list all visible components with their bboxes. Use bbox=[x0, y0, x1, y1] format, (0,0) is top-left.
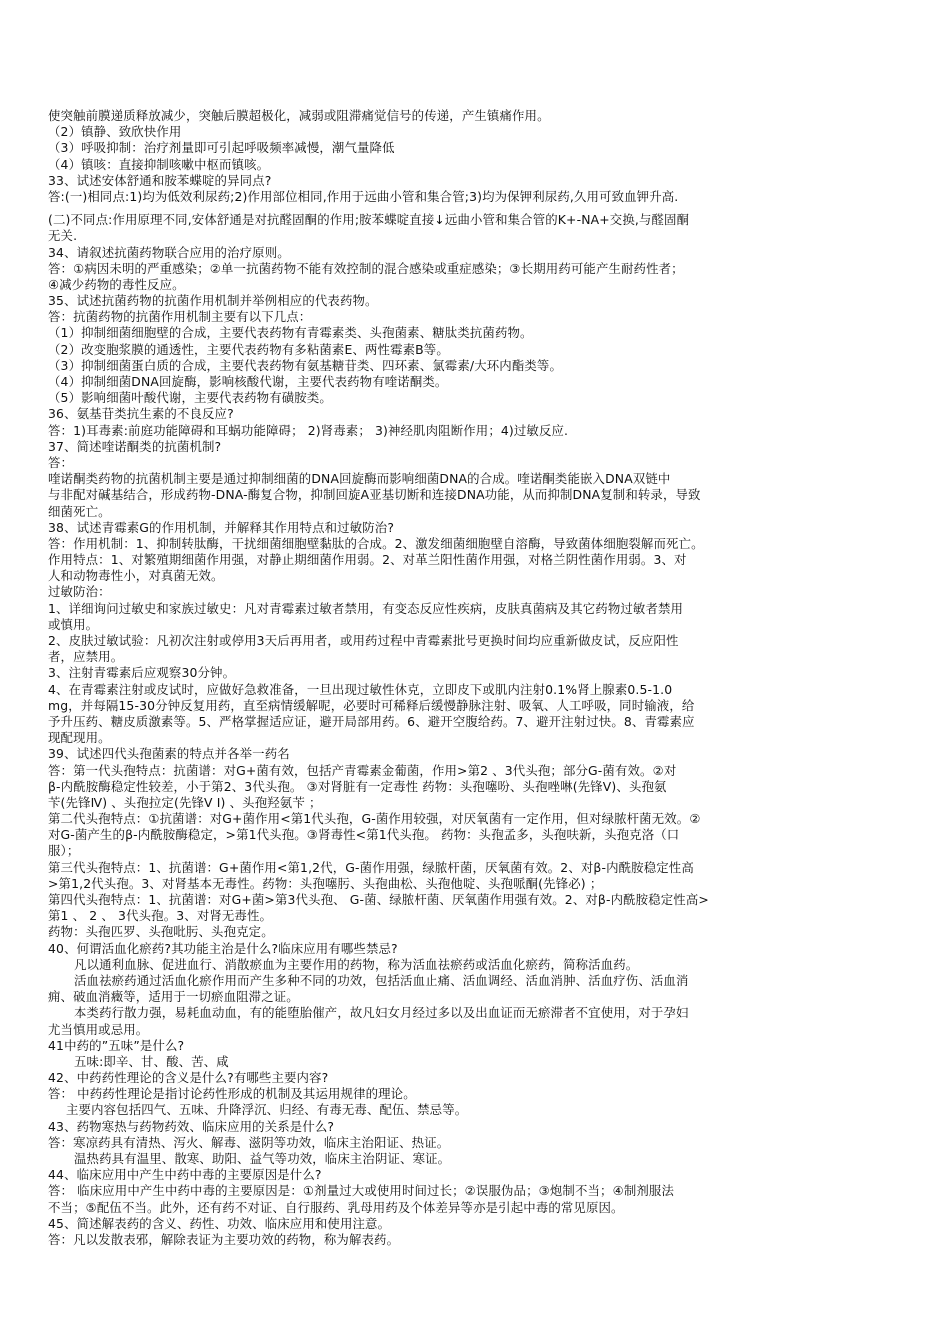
question-42-heading: 42、中药药性理论的含义是什么?有哪些主要内容? bbox=[48, 1070, 329, 1086]
question-40-heading: 40、何谓活血化瘀药?其功能主治是什么?临床应用有哪些禁忌? bbox=[48, 940, 398, 956]
question-33-heading: 33、试述安体舒通和胺苯蝶啶的异同点? bbox=[48, 172, 272, 188]
text-line: β-内酰胺酶稳定性较差，小于第2、3代头孢。 ③对肾脏有一定毒性 药物：头孢噻吩、头孢唑啉(先锋Ⅴ)、头孢氨 bbox=[48, 778, 667, 794]
text-line: 苄(先锋Ⅳ) 、头孢拉定(先锋Ⅴ Ⅰ) 、头孢羟氨苄 ； bbox=[48, 794, 322, 810]
text-line: 答：寒凉药具有清热、泻火、解毒、滋阴等功效，临床主治阳证、热证。 bbox=[48, 1134, 450, 1150]
paragraph-gap bbox=[48, 205, 910, 212]
text-line: 不当；⑤配伍不当。此外，还有药不对证、自行服药、乳母用药及个体差异等亦是引起中毒的常见原因。 bbox=[48, 1199, 624, 1215]
text-line: （2）镇静、致欣快作用 bbox=[48, 124, 182, 140]
text-line: 答：抗菌药物的抗菌作用机制主要有以下几点： bbox=[48, 309, 312, 325]
text-line: 活血祛瘀药通过活血化瘀作用而产生多种不同的功效，包括活血止痛、活血调经、活血消肿、活血疗伤、活血消 bbox=[74, 972, 689, 988]
question-34-heading: 34、请叙述抗菌药物联合应用的治疗原则。 bbox=[48, 244, 290, 260]
text-line: mg，并每隔15-30分钟反复用药，直至病情缓解呢，必要时可稀释后缓慢静脉注射、吸氧、人工呼吸，同时输液，给 bbox=[48, 697, 695, 713]
text-line: （4）抑制细菌DNA回旋酶，影响核酸代谢，主要代表药物有喹诺酮类。 bbox=[48, 374, 448, 389]
question-39-heading: 39、试述四代头孢菌素的特点并各举一药名 bbox=[48, 746, 290, 762]
text-line: 无关. bbox=[48, 228, 78, 244]
text-line: 主要内容包括四气、五味、升降浮沉、归经、有毒无毒、配伍、禁忌等。 bbox=[66, 1102, 468, 1118]
text-line: >第1,2代头孢。3、对肾基本无毒性。药物：头孢噻肟、头孢曲松、头孢他啶、头孢哌酮(先锋必) ； bbox=[48, 875, 603, 891]
text-line: 第二代头孢特点：①抗菌谱：对G+菌作用<第1代头孢，G-菌作用较强，对厌氧菌有一定作用，但对绿脓杆菌无效。② bbox=[48, 811, 701, 827]
question-45-heading: 45、简述解表药的含义、药性、功效、临床应用和使用注意。 bbox=[48, 1215, 391, 1231]
text-line: 第1 、 2 、 3代头孢。3、对肾无毒性。 bbox=[48, 908, 273, 924]
text-line: 对G-菌产生的β-内酰胺酶稳定，>第1代头孢。③肾毒性<第1代头孢。 药物：头孢孟多，头孢呋新，头孢克洛（口 bbox=[48, 827, 680, 843]
text-line: 1、详细询问过敏史和家族过敏史：凡对青霉素过敏者禁用，有变态反应性疾病，皮肤真菌病及其它药物过敏者禁用 bbox=[48, 600, 684, 616]
text-line: 温热药具有温里、散寒、助阳、益气等功效，临床主治阴证、寒证。 bbox=[74, 1151, 451, 1166]
text-line: 答：第一代头孢特点：抗菌谱：对G+菌有效，包括产青霉素金葡菌，作用>第2 、3代头孢；部分G-菌有效。②对 bbox=[48, 762, 677, 778]
text-line: 喹诺酮类药物的抗菌机制主要是通过抑制细菌的DNA回旋酶而影响细菌DNA的合成。喹诺酮类能嵌入DNA双链中 bbox=[48, 471, 671, 487]
text-line: (二)不同点:作用原理不同,安体舒通是对抗醛固酮的作用;胺苯蝶啶直接↓远曲小管和集合管的K+-NA+交换,与醛固酮 bbox=[48, 212, 690, 228]
text-line: 答： 临床应用中产生中药中毒的主要原因是：①剂量过大或使用时间过长；②误服伪品；③炮制不当；④制剂服法 bbox=[48, 1183, 674, 1199]
question-37-heading: 37、简述喹诺酮类的抗菌机制? bbox=[48, 438, 222, 454]
text-line: 答：1)耳毒素:前庭功能障碍和耳蜗功能障碍； 2)肾毒素； 3)神经肌肉阻断作用；4)过敏反应. bbox=[48, 422, 569, 438]
text-line: 答：①病因未明的严重感染；②单一抗菌药物不能有效控制的混合感染或重症感染；③长期用药可能产生耐药性者； bbox=[48, 260, 684, 276]
text-line: 尤当慎用或忌用。 bbox=[48, 1021, 149, 1037]
text-line: （2）改变胞浆膜的通透性，主要代表药物有多粘菌素E、两性霉素B等。 bbox=[48, 341, 449, 357]
question-43-heading: 43、药物寒热与药物药效、临床应用的关系是什么? bbox=[48, 1118, 335, 1134]
text-line: 或慎用。 bbox=[48, 616, 99, 632]
text-line: 服）； bbox=[48, 843, 80, 859]
text-line: 现配现用。 bbox=[48, 730, 111, 746]
text-line: 药物：头孢匹罗、头孢吡肟、头孢克定。 bbox=[48, 924, 274, 940]
text-line: 答：凡以发散表邪，解除表证为主要功效的药物，称为解表药。 bbox=[48, 1231, 400, 1247]
question-38-heading: 38、试述青霉素G的作用机制，并解释其作用特点和过敏防治? bbox=[48, 519, 395, 535]
text-line: （3）呼吸抑制：治疗剂量即可引起呼吸频率减慢，潮气量降低 bbox=[48, 140, 395, 156]
text-line: 凡以通利血脉、促进血行、消散瘀血为主要作用的药物，称为活血祛瘀药或活血化瘀药，简称活血药。 bbox=[74, 956, 639, 972]
text-line: 使突触前膜递质释放减少，突触后膜超极化，减弱或阻滞痛觉信号的传递，产生镇痛作用。 bbox=[48, 108, 550, 123]
text-line: 与非配对碱基结合，形成药物-DNA-酶复合物，抑制回旋A亚基切断和连接DNA功能，从而抑制DNA复制和转录，导致 bbox=[48, 487, 701, 503]
text-line: 作用特点：1、对繁殖期细菌作用强，对静止期细菌作用弱。2、对革兰阳性菌作用强，对格兰阴性菌作用弱。3、对 bbox=[48, 552, 687, 568]
question-44-heading: 44、临床应用中产生中药中毒的主要原因是什么? bbox=[48, 1167, 322, 1183]
question-35-heading: 35、试述抗菌药物的抗菌作用机制并举例相应的代表药物。 bbox=[48, 293, 378, 309]
text-line: （1）抑制细菌细胞壁的合成，主要代表药物有青霉素类、头孢菌素、糖肽类抗菌药物。 bbox=[48, 325, 533, 341]
text-line: 痈、破血消癥等，适用于一切瘀血阻滞之证。 bbox=[48, 989, 299, 1005]
text-line: 予升压药、糖皮质激素等。5、严格掌握适应证，避开局部用药。6、避开空腹给药。7、避开注射过快。8、青霉素应 bbox=[48, 713, 695, 729]
question-41-heading: 41中药的”五味”是什么? bbox=[48, 1037, 185, 1053]
text-line: 人和动物毒性小，对真菌无效。 bbox=[48, 568, 224, 584]
text-line: 过敏防治： bbox=[48, 584, 111, 600]
text-line: （4）镇咳：直接抑制咳嗽中枢而镇咳。 bbox=[48, 156, 270, 172]
text-line: 五味:即辛、甘、酸、苦、咸 bbox=[74, 1053, 229, 1069]
text-line: 第三代头孢特点：1、抗菌谱：G+菌作用<第1,2代，G-菌作用强，绿脓杆菌，厌氧菌有效。2、对β-内酰胺稳定性高 bbox=[48, 859, 694, 875]
text-line: （3）抑制细菌蛋白质的合成，主要代表药物有氨基糖苷类、四环素、氯霉素/大环内酯类等。 bbox=[48, 357, 562, 373]
text-line: 第四代头孢特点：1、抗菌谱：对G+菌>第3代头孢、 G-菌、绿脓杆菌、厌氧菌作用强有效。2、对β-内酰胺稳定性高> bbox=[48, 892, 709, 907]
text-line: 答：作用机制：1、抑制转肽酶，干扰细菌细胞壁黏肽的合成。2、激发细菌细胞壁自溶酶，导致菌体细胞裂解而死亡。 bbox=[48, 535, 704, 551]
text-line: 答:(一)相同点:1)均为低效利尿药;2)作用部位相同,作用于远曲小管和集合管;3)均为保钾利尿药,久用可致血钾升高. bbox=[48, 188, 679, 204]
text-line: 细菌死亡。 bbox=[48, 503, 111, 519]
text-line: 4、在青霉素注射或皮试时，应做好急救准备，一旦出现过敏性休克，立即皮下或肌内注射0.1%肾上腺素0.5-1.0 bbox=[48, 681, 673, 697]
text-line: 2、皮肤过敏试验：凡初次注射或停用3天后再用者，或用药过程中青霉素批号更换时间均应重新做皮试，反应阳性 bbox=[48, 633, 679, 648]
text-line: 答： 中药药性理论是指讨论药性形成的机制及其运用规律的理论。 bbox=[48, 1086, 416, 1102]
text-line: 3、注射青霉素后应观察30分钟。 bbox=[48, 665, 236, 681]
text-line: 者，应禁用。 bbox=[48, 649, 124, 665]
text-line: （5）影响细菌叶酸代谢，主要代表药物有磺胺类。 bbox=[48, 390, 332, 406]
question-36-heading: 36、氨基苷类抗生素的不良反应? bbox=[48, 406, 234, 422]
text-line: ④减少药物的毒性反应。 bbox=[48, 276, 185, 292]
text-line: 答： bbox=[48, 454, 74, 470]
text-line: 本类药行散力强，易耗血动血，有的能堕胎催产，故凡妇女月经过多以及出血证而无瘀滞者不宜使用，对于孕妇 bbox=[74, 1005, 689, 1021]
